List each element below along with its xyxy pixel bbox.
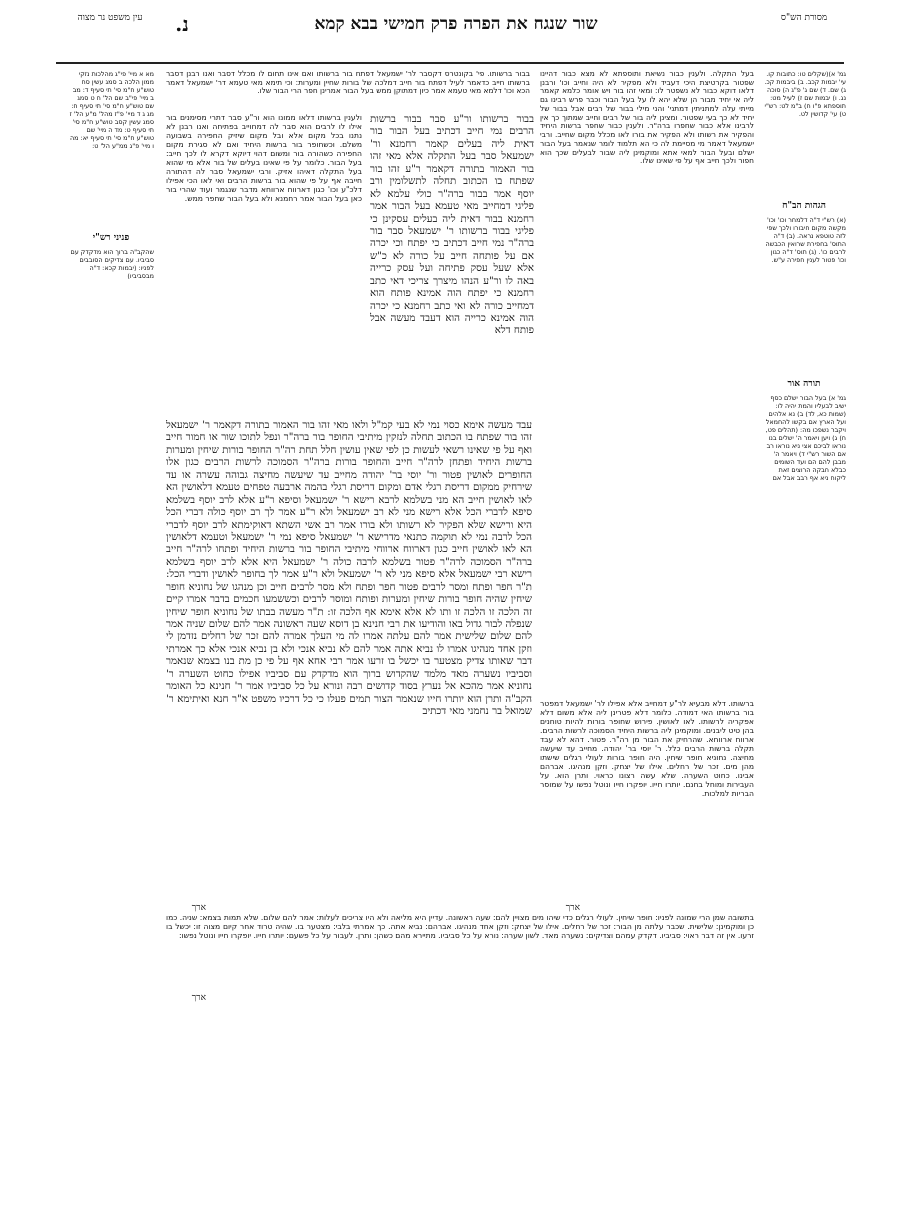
masoret-box: מסורת הש"ס <box>780 13 828 23</box>
page-title: שור שנגח את הפרה פרק חמישי בבא קמא <box>314 14 598 34</box>
masoret-hashas-text: גמ' א)(שקלים טו: כתובות קו. עי' יבמות קכב. ב) ביבמות קכ. ג) שם. ד) שם ג' פ"ג ה) סוכה נג. ו) יבמות שם ז) לעיל מט: תוספתא פ"ו ח) ב"מ לט: רש"י ט) עי' קדושין לט. <box>764 70 846 118</box>
gemara-catchword: ארך <box>191 903 206 913</box>
rashi-lower-catchword: ארך <box>565 903 580 913</box>
tosafot-upper-column: בעל התקלה. ולענין כבור נשיאת ותוספתא לא מצא כבור דהיינו שפטור בקרטיצת היכי דעביד ולא מפקיר לא היה וחייב וכו' ורבנן דלאו דוקא כבור לא נשפטר לו: ומאי זהו בור ויש אומר כלמא קאמר ליה אי יחיד מבור הן שלא יהא לו על בעל הבור וכבר פרש רבינו גם מייתי עלה למתניתין דמתני' והני מילי בבור של רבים אבל בבור של יחיד לא כך בעי שפטור. ומצינן ליה בור של רבים וחייב שמתוך כך אין לרבינו אלא כבור שחפרו ברה"ר. ולענין כבור שחפר ברשות היחיד והפקיר את רשותו ולא הפקיר את בורו לאו מכלל מקום שחייב. ורבי ישמעאל דאמר מי מסיימת לה כי הא תלמוד לומר שנאמר בעל הבור ישלם ובעל הבור למאי אתא ומוקמינן ליה שבור לבעלים שכך הוא חפור ולכך חייב אף על פי שאינו שלו. <box>540 70 754 166</box>
gemara-main-text: עבד מעשה אימא כסוי נמי לא בעי קמ"ל ולאו מאי זהו בור האמור בתורה דקאמר ר' ישמעאל זהו בור שפתח בו הכתוב תחלה לנזקין מיתיבי החופר בור ברה"ר ונפל לתוכו שור או חמור חייב ואף על פי שאינו רשאי לעשות כן לפי שאין עושין חלל תחת רה"ר החופר בורות שיחין ומערות ברשות היחיד ופתחן לרה"ר חייב והחופר בורות ברה"ר הסמוכה לרשות הרבים כגון אלו החופרים לאושין פטור ור' יוסי בר' יהודה מחייב עד שיעשה מחיצה גבוהה עשרה או עד שירחיק ממקום דריסת רגלי אדם ומקום דריסת רגלי בהמה ארבעה טפחים טעמא דלאושין הא לאו לאושין חייב הא מני בשלמא לרבא רישא ר' ישמעאל וסיפא ר"ע אלא לרב יוסף בשלמא סיפא לדברי הכל אלא רישא מני לא רב ישמעאל ולא ר"ע אמר לך רב יוסף כולה דברי הכל היא ורישא שלא הפקיר לא רשותו ולא בורו אמר רב אשי השתא דאוקימתא לרב יוסף לדברי הכל לרבה נמי לא תוקמה כתנאי מדרישא ר' ישמעאל סיפא נמי ר' ישמעאל וטעמא דלאושין הא לאו לאושין חייב כגון דארווח ארווחי מיתיבי החופר בור ברשות היחיד ופתחו לרה"ר חייב ברה"ר הסמוכה לרה"ר פטור בשלמא לרבה כולה ר' ישמעאל היא אלא לרב יוסף בשלמא רישא רבי ישמעאל אלא סיפא מני לא ר' ישמעאל ולא ר"ע אמר לך בחופר לאושין ודברי הכל: ת"ר חפר ופתח ומסר לרבים פטור חפר ופתח ולא מסר לרבים חייב וכן מנהגו של נחוניא חופר שיחין שהיה חופר בורות שיחין ומערות ופותח ומוסר לרבים וכששמעו חכמים בדבר אמרו קיים זה הלכה זו הלכה זו ותו לא אלא אימא אף הלכה זו: ת"ר מעשה בבתו של נחוניא חופר שיחין שנפלה לבור גדול באו והודיעו את רבי חנינא בן דוסא שעה ראשונה אמר להם שלום שניה אמר להם שלום שלישית אמר להם עלתה אמרו לה מי העלך אמרה להם זכר של רחלים נזדמן לי וזקן אחד מנהיגו אמרו לו נביא אתה אמר להם לא נביא אנכי ולא בן נביא אנכי אלא כך אמרתי דבר שאותו צדיק מצטער בו יכשל בו זרעו אמר רבי אחא אף על פי כן מת בנו בצמא שנאמר וסביביו נשערה מאד מלמד שהקדוש ברוך הוא מדקדק עם סביביו אפילו כחוט השערה ר' נחוניא אמר מהכא אל נערץ בסוד קדושים רבה ונורא על כל סביביו אמר ר' חנינא כל האומר הקב"ה ותרן הוא יותרו חייו שנאמר הצור תמים פעלו כי כל דרכיו משפט א"ר חנא ואיתימא ר' שמואל בר נחמני מאי דכתיב <box>166 420 532 718</box>
torah-or-title: תורה אור <box>787 379 821 389</box>
rashi-bottom-strip: בתשובה שמן הרי שמונה לפניו: חופר שיחין. לעולי רגלים כדי שיהו מים מצויין להם: שעה ראשונה. עדיין היא מליאה ולא היו צריכים לעלות: אמר להם שלום. שלא תמות בצמא: שניה. כמו כן ומוקמינן: שלישית. שכבר עלתה מן הבור: זכר של רחלים. אילו של יצחק: וזקן אחד מנהיגו. אברהם: נביא אתה. כך אמרתי בלבי: מצטער בו. שהיה טרוד אחר קיום מצוה זו: יכשל בו זרעו. אין זה דבר ראוי: סביביו. דקדק עמהם וצדיקים: נשערה מאד. לשון שערה: נורא על כל סביביו. מתיירא מהם כשהן: ותרן. לעבור על כל פשעם: יותרו חייו. יופקרו חייו ונוטל נפשו: <box>166 914 754 940</box>
ein-mishpat-box: עין משפט נר מצוה <box>77 13 143 23</box>
ein-mishpat-text: מא א מיי' פי"ג מהלכות נזקי ממון הלכה ב סמג עשין סח טוש"ע ח"מ סי' תי סעיף ד: מב ב מיי' פי"ב שם הל' ח ט סמג שם טוש"ע ח"מ סי' תי סעיף ח: מג ג ד מיי' פ"ז מהל' מ"ע הל' ז סמג עשין קסב טוש"ע ח"מ סי' תי סעיף ט: מד ה מיי' שם טוש"ע ח"מ סי' תי סעיף יא: מה ו מיי' פ"ג ממ"ע הל' ט: <box>69 70 154 150</box>
gemara-upper-block: בבור ברשותו ור"ע סבר בבור ברשות הרבים נמי חייב דכתיב בעל הבור בור דאית ליה בעלים קאמר רחמנא ור' ישמעאל סבר בעל התקלה אלא מאי זהו בור האמור בתורה דקאמר ר"ע זהו בור שפתח בו הכתוב תחלה לתשלומין ורב יוסף אמר בבור ברה"ר כולי עלמא לא פליגי דמחייב מאי טעמא בעל הבור אמר רחמנא בבור דאית ליה בעלים עסקינן כי פליגי בבור ברשותו ר' ישמעאל סבר בור ברה"ר נמי חייב דכתיב כי יפתח וכי יכרה אם על פותחה חייב על כורה לא כ"ש אלא שעל עסק פתיחה ועל עסק כרייה באה לו ור"ע הנהו מיצרך צריכי דאי כתב רחמנא כי יפתח הוה אמינא פותח הוא דמחייב כורה לא ואי כתב רחמנא כי יכרה הוה אמינא כרייה הוא דעבד מעשה אבל פותח דלא <box>370 114 534 337</box>
torah-or-text: גמ' א) בעל הבור ישלם כסף ישיב לבעליו והמת יהיה לו: (שמות כא, לד) ב) נא אלהים ועל הארץ אם בקשו להחמאל ויקבר נשפכו מה: (תהלים פט, ח) ג) ויען ויאמר ה' ישלים בנו נוראו לביכם אצי ניא נוראו רב אם השור רש"י ד) ויאמר ה' מבבן להם הם ועד השומים כבלא חבקה הרוצים זאת ליקוח ניא אף רבב אבל אם <box>765 394 846 482</box>
rashi-bottom-catchword: ארך <box>191 993 206 1003</box>
pninei-rashi-title: פניני רש"י <box>92 233 130 243</box>
rashi-lower-column: ברשותו. דלא מבעיא לר"ע דמחייב אלא אפילו לר' ישמעאל דמפטר בור ברשותו האי דמודה. כלומר דלא פטרינן ליה אלא משום דלא אפקריה לרשותו. לאו לאושין. פירוש שחופר בורות להיות טוחנים בהן טיט ליבנים. ומוקמינן ליה ברשות היחיד הסמוכה לרשות הרבים. ארווח ארווחא. שהרחיק את הבור מן רה"ר. פטור. דהא לא עבד תקלה ברשות הרבים כלל. ר' יוסי בר' יהודה. מחייב עד שיעשה מחיצה. נחוניא חופר שיחין. היה חופר בורות לעולי רגלים שישתו מהן מים. זכר של רחלים. אילו של יצחק. וזקן מנהיגו. אברהם אבינו. כחוט השערה. שלא עשה רצונו כראוי. ותרן הוא. על העבירות ומוחל בחנם. יותרו חייו. יופקרו חייו ונוטל נפשו על שמוסר הבריות למלכות. <box>540 700 754 798</box>
hagahot-text: (א) רש"י ד"ה דלמחר וכו' וכו' מקשה מקום חיבורו ולכך שפי לזה טוטפא נראה. (ב) ד"ה התוס' בחפירת שרואין הכבשה לרבים כו'. (ג) תוס' ד"ה כגון וכו' פטור לענין חפירה ע"ש. <box>765 216 846 264</box>
hagahot-title: הגהות הב"ח <box>782 201 826 211</box>
daf-number: נ. <box>175 12 189 36</box>
header-rule <box>56 62 844 64</box>
tosafot-upper-left: בבור ברשותו. פי' בקונטרס דקסבר לר' ישמעאל דפתח בור ברשותו ואם אינו תחום לו מכלל דסבר ואנו רבנן דסבר ברשותו חייב כדאמר לעיל דפתח בור חייב דמלכה של בורות שחיין ומערות: וכי תימא מאי טעמא דר' ישמעאל דאמר הכא וכו' דלמא מאי טעמא אמר כיון דמתוקן ממש בעל הבור אמרינן חפר הרי הבור שלו. <box>166 70 530 96</box>
pninei-rashi-text: שהקב"ה ברוך הוא מדקדק עם סביביו. עם צדיקים הסובבים לפניו: (יבמות קכא: ד"ה מבסביביו) <box>70 248 154 280</box>
rashi-upper-column: ולענין ברשותו דלאו ממונו הוא ור"ע סבר דתרי מסימנים בור אילו לו לרבים הוא סבר לה דמחוייב בפתיחה ואנו רבנן לא נתנו בכל מקום אלא ובל מקום שיזיק החפירה בשבועה משלם. וכשחופר בור ברשות היחיד ואם לא סגירת מקום החפירה כשהורה בור ומשום דהוי דיוקא דקרא לו לכך חייב: בעל הבור. כלומר על פי שאינו בעלים של בור אלא מי שהוא בעל התקלה דאיהו אזיק. ורבי ישמעאל סבר לה דהתורה חייבה אף על פי שהוא בור ברשות הרבים ואי לאו הכי אפילו דלכ"ע וכו' כגון דארווח ארווחא מדבר שנגמר ועוד שהרי בור כאן בעל הבור אמר רחמנא ולא בעל הבור שחפר ממש. <box>166 114 362 203</box>
